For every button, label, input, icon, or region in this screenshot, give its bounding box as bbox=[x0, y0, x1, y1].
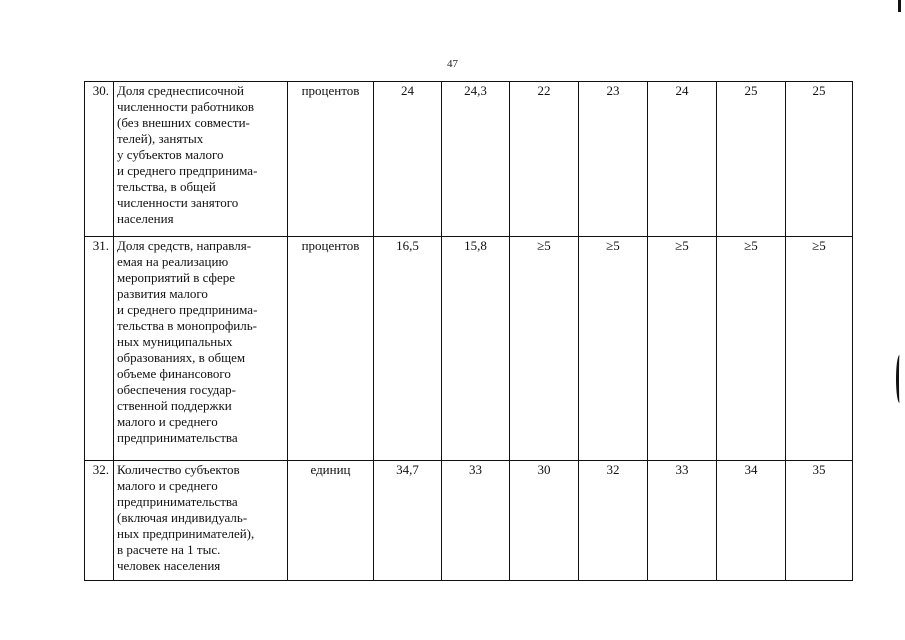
value-cell: ≥5 bbox=[717, 237, 786, 461]
unit-cell: процентов bbox=[288, 82, 374, 237]
value-cell: 24 bbox=[648, 82, 717, 237]
value-cell: 33 bbox=[648, 461, 717, 581]
value-cell: 23 bbox=[579, 82, 648, 237]
value-cell: 25 bbox=[717, 82, 786, 237]
value-cell: 25 bbox=[786, 82, 853, 237]
value-cell: ≥5 bbox=[510, 237, 579, 461]
value-cell: 16,5 bbox=[374, 237, 442, 461]
indicator-name: Количество субъектов малого и среднего предпринимательства (включая индивидуаль- ных предпринимателей), в расчете на 1 тыс. человек населения bbox=[114, 461, 288, 581]
table-row bbox=[85, 237, 853, 461]
scan-edge-mark bbox=[898, 0, 901, 12]
indicator-name: Доля средств, направля- емая на реализацию мероприятий в сфере развития малого и среднего предпринима- тельства в монопрофиль- ных муниципальных образованиях, в общем объеме финансового обеспечения государ- ственной поддержки малого и среднего предпринимательства bbox=[114, 237, 288, 461]
row-number: 30. bbox=[85, 82, 114, 237]
value-cell: 30 bbox=[510, 461, 579, 581]
scan-edge-bracket bbox=[896, 355, 903, 403]
value-cell: ≥5 bbox=[579, 237, 648, 461]
value-cell: 22 bbox=[510, 82, 579, 237]
table-row bbox=[85, 461, 853, 581]
value-cell: 35 bbox=[786, 461, 853, 581]
table-row bbox=[85, 82, 853, 237]
value-cell: 33 bbox=[442, 461, 510, 581]
row-number: 31. bbox=[85, 237, 114, 461]
value-cell: ≥5 bbox=[786, 237, 853, 461]
page-number: 47 bbox=[447, 58, 458, 70]
value-cell: ≥5 bbox=[648, 237, 717, 461]
value-cell: 34 bbox=[717, 461, 786, 581]
indicators-table bbox=[84, 81, 853, 581]
value-cell: 32 bbox=[579, 461, 648, 581]
value-cell: 24,3 bbox=[442, 82, 510, 237]
indicator-name: Доля среднесписочной численности работников (без внешних совмести- телей), занятых у субъектов малого и среднего предпринима- тельства, в общей численности занятого населения bbox=[114, 82, 288, 237]
row-number: 32. bbox=[85, 461, 114, 581]
value-cell: 15,8 bbox=[442, 237, 510, 461]
unit-cell: процентов bbox=[288, 237, 374, 461]
value-cell: 34,7 bbox=[374, 461, 442, 581]
value-cell: 24 bbox=[374, 82, 442, 237]
unit-cell: единиц bbox=[288, 461, 374, 581]
